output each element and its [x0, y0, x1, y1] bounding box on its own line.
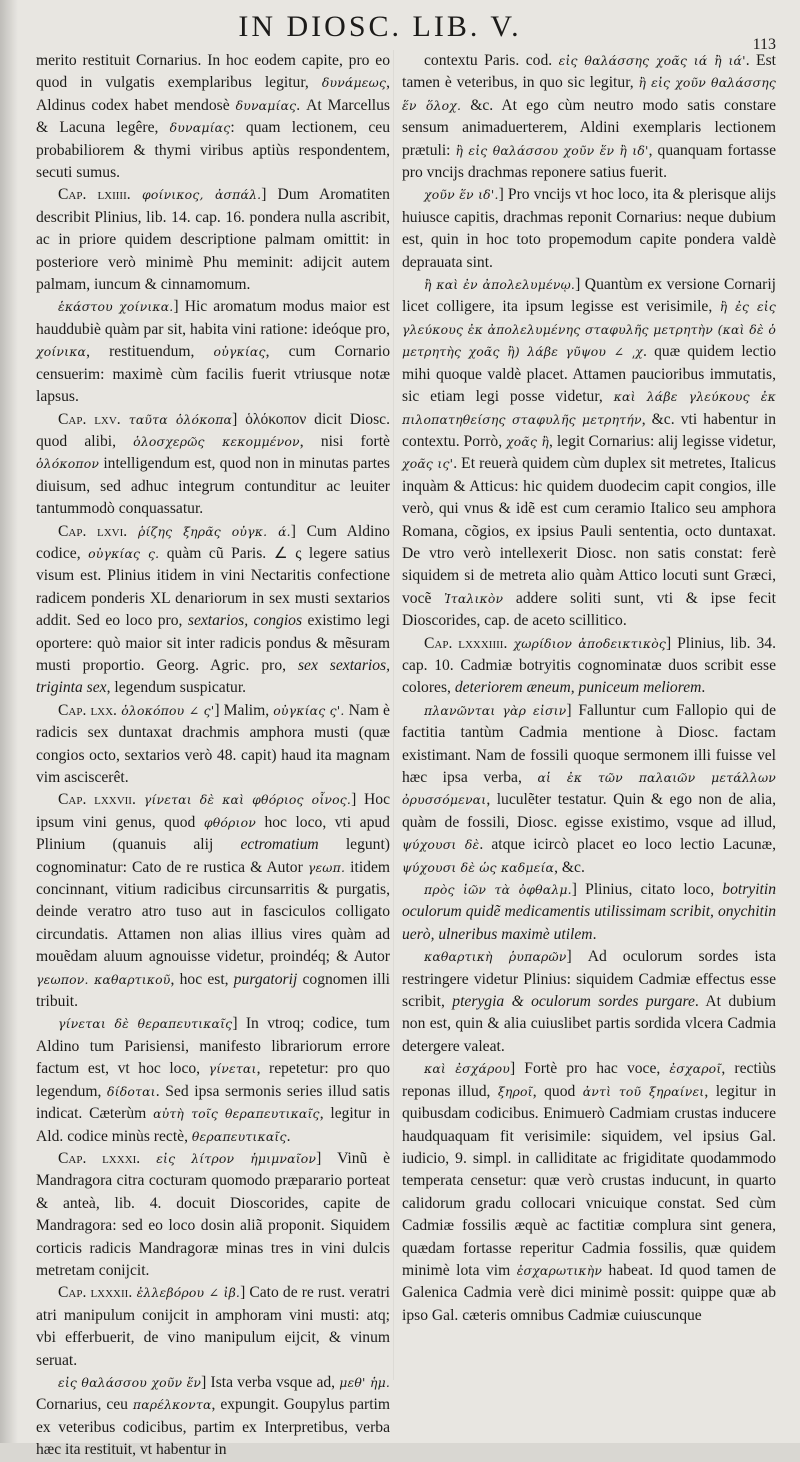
commentary-text: . — [701, 679, 706, 697]
commentary-text: . — [286, 1127, 291, 1145]
commentary-text: ] Fortè pro hac voce, — [509, 1060, 670, 1078]
greek-lemma: καὶ λάβε γλεύκους ἐκ πιλοπατηθείσης σταφυλῆς μετρητήν — [402, 389, 776, 427]
commentary-text: , quanquam fortasse pro vncijs drachmas reponere satius fuerit. — [402, 141, 776, 182]
commentary-text: ] Falluntur cum Fallopio qui de factitia tantùm Cadmia mentione à Diosc. factam existimant. Nam de fossili quoque sermonem illi fuisse vel hæc ipsa verba, — [402, 701, 776, 786]
commentary-text: quàm cũ Paris. ∠ ς legere satius visum est. Plinius itidem in vini Nectaritis confectione radicem ponderis XL denariorum in sex musti sextarios addit. Sed eo loco pro, — [36, 544, 390, 630]
commentary-text: . Et reuerà quidem cùm duplex sit metretes, Italicus inquàm & Atticus: hic quidem duodecim capit congios, ille verò, qui vnus & idẽ est cum ceramio Italico seu amphora Romana, cõgios, ex ipsius Pauli sententia, octo duntaxat. De vtro verò intellexerit Diosc. non satis constat: ferè siquidem si de metreta alio quàm Attico locuti sunt Græci, vocẽ — [402, 455, 776, 607]
greek-lemma: ψύχουσι δὲ — [402, 837, 480, 853]
commentary-text: , quod — [532, 1082, 583, 1100]
chapter-reference: Cap. lxxvii. — [58, 791, 136, 809]
commentary-text: . Sed ipsa sermonis series illud satis indicat. Cæterùm — [36, 1082, 390, 1123]
commentary-paragraph — [36, 1013, 390, 1147]
greek-lemma: ἐλλεβόρου ∠ ἰβ. — [132, 1285, 241, 1301]
greek-lemma: πλανῶνται γὰρ εἰσιν — [424, 702, 567, 718]
italic-quote: deteriorem æneum, puniceum meliorem — [454, 679, 702, 697]
commentary-text: ] Plinius, citato loco, — [571, 881, 723, 899]
greek-lemma: χοᾶς ἢ — [506, 433, 549, 449]
greek-lemma: παρέλκοντα — [132, 1397, 212, 1413]
greek-lemma: οὐγκίας — [213, 344, 266, 360]
greek-lemma: καθαρτικὴ ῥυπαρῶν — [424, 949, 567, 965]
greek-lemma: ξηροῖ — [497, 1083, 533, 1099]
commentary-paragraph — [402, 700, 776, 879]
commentary-text: merito restituit Cornarius. In hoc eodem capite, pro eo quod in vulgatis exemplaribus legitur, — [36, 52, 390, 92]
greek-lemma: γεωπ. — [307, 859, 346, 875]
continued-paragraph — [36, 50, 390, 184]
greek-lemma: ψύχουσι δὲ ὡς καδμεία — [402, 859, 555, 875]
greek-lemma: ὁλοκόπου ∠ ς' — [116, 702, 215, 718]
greek-lemma: ἢ εἰς χοῦν θαλάσσης ἕν ὅλοχ. — [402, 75, 776, 113]
greek-lemma: ἀντὶ τοῦ ξηραίνει — [582, 1083, 705, 1099]
greek-lemma: ἢ καὶ ἐν ἀπολελυμένῳ. — [424, 277, 576, 293]
commentary-paragraph — [36, 1148, 390, 1282]
greek-lemma: δυνάμεως — [321, 75, 387, 91]
greek-lemma: μεθ' ἡμ. — [339, 1374, 391, 1390]
commentary-text: Nam è radicis sex duntaxat drachmis amphora musti (quæ congios octo, sextarios verò 48. capit) haud ita magnam vim asciscerêt. — [36, 701, 390, 786]
left-column — [36, 50, 390, 1462]
greek-lemma: αὐτὴ τοῖς θεραπευτικαῖς — [153, 1106, 320, 1122]
greek-lemma: γίνεται — [208, 1061, 257, 1077]
commentary-text: , legit Cornarius: alij legisse videtur, — [548, 432, 776, 450]
commentary-text: habeat. Id quod tamen de Galenica Cadmia verè dici minimè possit: quippe quæ ab ipso Gal. cæteris omnibus Cadmiæ cuiuscunque — [402, 1261, 777, 1324]
commentary-text: . At Marcellus & Lacuna legêre, — [36, 96, 390, 137]
greek-lemma: ὁλοσχερῶς κεκομμένον — [133, 433, 300, 449]
greek-lemma: ἐσχαρωτικὴν — [516, 1262, 603, 1278]
greek-lemma: εἰς θαλάσσης χοᾶς ιά ἢ ιά' — [558, 53, 746, 68]
commentary-text: , luculẽter testatur. Quin & ego non de alia, quàm de fossili, Diosc. egisse existimo, vsque ad illud, — [402, 791, 776, 831]
commentary-text: . atque icircò placet eo loco lectio Lacunæ, — [479, 836, 776, 854]
italic-quote: pterygia & oculorum sordes purgare — [452, 993, 695, 1011]
greek-lemma: ἑκάστου χοίνικα. — [58, 299, 174, 315]
commentary-text: , rectiùs reponas illud, — [402, 1060, 776, 1100]
greek-lemma: ἢ ἐς εἰς γλεύκους ἐκ ἀπολελυμένης σταφυλῆς μετρητὴν (καὶ δὲ ὁ μετρητὴς χοᾶς ἢ) λάβε γῦψου ∠ ͵χ — [402, 299, 776, 360]
commentary-text: ] Malim, — [214, 701, 274, 719]
greek-lemma: δίδοται — [107, 1083, 156, 1099]
commentary-text: addere soliti sunt, vti & ipse fecit Dioscorides, cap. de aceto scillitico. — [402, 589, 777, 630]
greek-lemma: Ἰταλικὸν — [444, 590, 504, 606]
greek-lemma: ῥίζης ξηρᾶς οὐγκ. ά. — [127, 523, 291, 539]
commentary-paragraph — [36, 296, 390, 408]
right-column — [402, 50, 776, 1327]
commentary-text: , legitur in quibusdam codicibus. Enimuerò Cadmiam crustas inducere haudquaquam fit verisimile: siquidem, vel ipsius Gal. iudicio, 9. simpl. in calliditate ac frigiditate quodammodo temperata censetur: quæ verò crustas inducunt, in quarto calidorum gradu collocari vnicuique constat. Sed cùm Cadmiæ fossilis æquè ac factitiæ complura sint genera, quædam fortasse reperitur Cadmia fossilis, quæ quidem minimè lota vim — [402, 1082, 777, 1279]
commentary-text: intelligendum est, quod non in minutas partes diuisum, sed adhuc integrum contunditur ac leuiter tantummodò conquassatur. — [36, 455, 390, 518]
commentary-text: , legendum suspicatur. — [106, 679, 247, 697]
commentary-text: , restituendum, — [86, 343, 214, 361]
greek-lemma: αἱ ἐκ τῶν παλαιῶν μετάλλων ὀρυσσόμεναι — [402, 770, 776, 808]
commentary-paragraph — [402, 50, 776, 184]
chapter-reference: Cap. lxvi. — [58, 522, 128, 540]
commentary-paragraph — [402, 1058, 776, 1327]
greek-lemma: εἰς θαλάσσου χοῦν ἕν — [58, 1374, 202, 1390]
commentary-text: , repetetur: pro quo legendum, — [36, 1060, 391, 1100]
greek-lemma: γίνεται δὲ θεραπευτικαῖς — [58, 1016, 233, 1032]
commentary-text: , cum Cornario censuerim: maximè cùm facilis fuerit vtriusque notæ lapsus. — [36, 343, 390, 406]
commentary-text: , Aldinus codex habet mendosè — [36, 74, 390, 114]
italic-quote: purgatorij — [233, 970, 298, 988]
commentary-text: ] Cato de re rust. veratri atri manipulum conijcit in amphoram vini musti: atq; vbi efferbuerit, de vino manipulum eijcit, & vinum seruat. — [36, 1284, 390, 1369]
greek-lemma: χοᾶς ις' — [402, 456, 454, 472]
binding-shadow — [0, 0, 18, 1443]
commentary-text: , nisi fortè — [299, 432, 390, 450]
commentary-paragraph — [402, 879, 776, 946]
greek-lemma: ὁλόκοπον — [36, 456, 100, 472]
commentary-text: existimo legi oportere: quò maior sit inter radicis pondus & mẽsuram musti proportio. Georg. Agric. pro, — [36, 612, 391, 674]
commentary-text: ] Ad oculorum sordes ista restringere videtur Plinius: siquidem Cadmiæ effectus esse scribit, — [402, 948, 777, 1011]
commentary-text: , &c. — [554, 858, 585, 876]
italic-quote: sex sextarios, triginta sex — [36, 656, 390, 697]
commentary-text: ] Vinũ è Mandragora citra cocturam quomodo præparario porteat & anteà, lib. 4. docuit Dioscorides, capite de Mandragora: sed eo loco dosin aliã proponit. Siquidem corticis radicis Mandragoræ minas tres in vini dulcis metretam conijcit. — [36, 1149, 391, 1279]
commentary-text: . Est tamen è veteribus, in quo sic legitur, — [402, 52, 776, 92]
commentary-text: ] Hoc ipsum vini genus, quod — [36, 791, 390, 831]
commentary-paragraph — [402, 184, 776, 274]
chapter-reference: Cap. lxx. — [58, 701, 117, 719]
greek-lemma: φοίνικος, ἀσπάλ. — [130, 187, 262, 203]
commentary-text: Cornarius, ceu — [36, 1396, 133, 1414]
commentary-text: , expungit. Goupylus partim ex veteribus codicibus, partim ex Interpretibus, verba hæc ita restituit, vt habentur in — [36, 1396, 390, 1459]
greek-lemma: φθόριον — [203, 814, 256, 830]
column-gutter — [393, 50, 394, 1380]
commentary-paragraph — [36, 184, 390, 296]
greek-lemma: ταῦτα ὁλόκοπα — [120, 411, 233, 427]
commentary-text: ] Hic aromatum modus maior est hauddubiè quàm par sit, habita vini ratione: ideóque pro, — [36, 298, 390, 338]
greek-lemma: ἐσχαροῖ — [669, 1061, 722, 1077]
commentary-paragraph — [36, 409, 390, 521]
commentary-paragraph — [36, 1282, 390, 1372]
commentary-text: cognomen illi tribuit. — [36, 970, 390, 1011]
commentary-text: : quam lectionem, ceu probabiliorem & thymi viribus aptiùs respondentem, secuti sumus. — [36, 119, 390, 182]
greek-lemma: οὐγκίας ς'. — [273, 702, 345, 718]
greek-lemma: δυναμίας — [235, 97, 297, 113]
chapter-reference: Cap. lxxxii. — [58, 1284, 133, 1302]
commentary-paragraph — [36, 521, 390, 700]
commentary-text: , &c. vti habentur in contextu. Porrò, — [402, 410, 776, 450]
italic-quote: ectromatium — [240, 836, 319, 854]
commentary-text: ] ὁλόκοπον dicit Diosc. quod alibi, — [36, 410, 390, 450]
greek-lemma: θεραπευτικαῖς — [191, 1128, 287, 1144]
commentary-text: ] Dum Aromatiten describit Plinius, lib. 14. cap. 16. pondera nulla ascribit, ac in priore quidem descriptione palmam omittit: in posteriore verò minimè Phu meminit: adijcit autem palmam, iuncum & cinnamomum. — [36, 186, 390, 294]
chapter-reference: Cap. lxv. — [58, 410, 121, 428]
greek-lemma: χοίνικα — [36, 344, 87, 360]
commentary-text: . — [592, 925, 597, 943]
commentary-paragraph — [402, 633, 776, 700]
greek-lemma: δυναμίας — [169, 120, 231, 136]
commentary-text: contextu Paris. cod. — [424, 52, 559, 69]
commentary-text: ] Plinius, lib. 34. cap. 10. Cadmiæ botryitis cognominatæ duos scribit esse colores, — [402, 634, 776, 697]
commentary-text: ] In vtroq; codice, tum Aldino tum Parisiensi, manifesto librariorum errore factum est, vt hoc loco, — [36, 1015, 390, 1078]
commentary-text: &c. At ego cùm neutro modo satis constare sensum animaduerterem, Aldini exemplaris lectionem prætuli: — [402, 96, 776, 159]
commentary-text: . At dubium non est, quin & alia cuiuslibet partis sordida vlcera Cadmia detergere valeat. — [402, 993, 776, 1055]
italic-quote: sextarios, congios — [187, 612, 303, 630]
commentary-text: , hoc est, — [170, 970, 234, 988]
running-head: IN DIOSC. LIB. V. — [238, 10, 522, 43]
page-number: 113 — [752, 36, 776, 53]
commentary-text: legunt) cognominatur: Cato de re rustica & Autor — [36, 836, 390, 876]
greek-lemma: καὶ ἐσχάρου — [424, 1061, 510, 1077]
commentary-text: . quæ quidem lectio mihi quoque valdè placet. Attamen paucioribus immutatis, sic etiam legi posse videtur, — [402, 343, 776, 406]
commentary-text: itidem concinnant, vitium radicibus circunsarritis & purgatis, deinde veratro atro tuso aut in fasciculos colligato circundatis. Attamen non alias illius vires quàm ad mouẽdam aluum agnouisse videtur, proindéq; & Autor — [36, 858, 390, 966]
commentary-text: ] Quantùm ex versione Cornarij licet colligere, ita ipsum legisse est verisimile, — [402, 276, 776, 316]
commentary-paragraph — [36, 700, 390, 790]
commentary-paragraph — [402, 274, 776, 633]
commentary-text: , legitur in Ald. codice minùs rectè, — [36, 1105, 390, 1145]
greek-lemma: χοῦν ἕν ιδ'. — [424, 187, 499, 203]
greek-lemma: γίνεται δὲ καὶ φθόριος οἶνος. — [135, 792, 352, 808]
commentary-paragraph — [36, 789, 390, 1013]
greek-lemma: εἰς λίτρον ἡμιμναῖον — [140, 1150, 317, 1166]
commentary-text: ] Ista verba vsque ad, — [201, 1373, 340, 1391]
commentary-paragraph — [36, 1372, 390, 1462]
chapter-reference: Cap. lxxxi. — [58, 1149, 141, 1167]
commentary-paragraph — [402, 946, 776, 1058]
chapter-reference: Cap. lxxxiiii. — [424, 634, 508, 652]
greek-lemma: χωρίδιον ἀποδεικτικὸς — [507, 635, 666, 651]
greek-lemma: γεωπον. καθαρτικοῦ — [36, 971, 171, 987]
greek-lemma: οὐγκίας ς. — [88, 545, 160, 561]
greek-lemma: ἢ εἰς θαλάσσου χοῦν ἕν ἢ ιδ' — [455, 142, 649, 158]
chapter-reference: Cap. lxiiii. — [58, 186, 131, 204]
commentary-text: ] Cum Aldino codice, — [36, 522, 390, 562]
commentary-text: ] Pro vncijs vt hoc loco, ita & plerisque alijs huiusce capitis, drachmas reponit Cornarius: neque dubium est, quin in hoc toto propemodum capite pondera valdè deprauata sint. — [402, 186, 776, 271]
greek-lemma: πρὸς ἰῶν τὰ ὀφθαλμ. — [424, 882, 572, 898]
commentary-text: hoc loco, vti apud Plinium (quanuis alij — [36, 813, 390, 854]
italic-quote: botryitin oculorum quidẽ medicamentis utilissimam scribit, onychitin uerò, ulneribus maximè utilem — [402, 881, 777, 943]
